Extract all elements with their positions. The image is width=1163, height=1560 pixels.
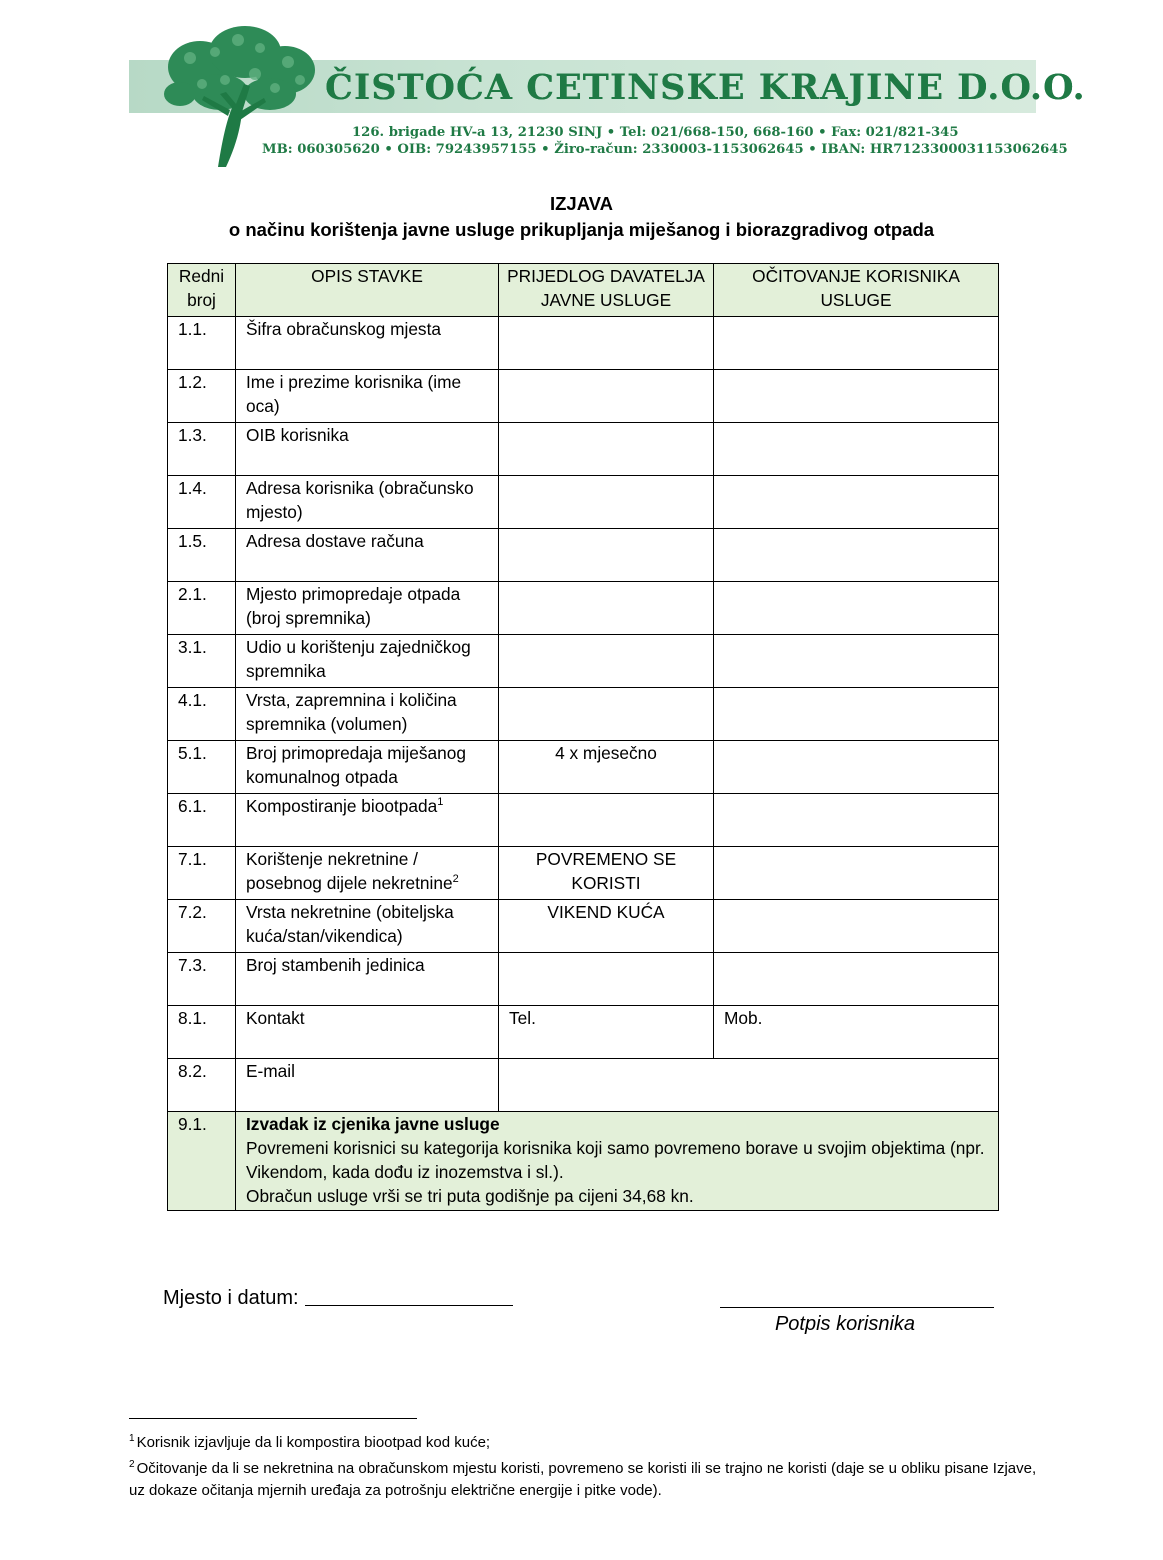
row-proposal[interactable] <box>499 794 714 847</box>
company-address: 126. brigade HV-a 13, 21230 SINJ • Tel: 021/668-150, 668-160 • Fax: 021/821-345 <box>352 125 959 140</box>
contact-phone-field[interactable]: Tel. <box>499 1006 714 1059</box>
header-proposal: PRIJEDLOG DAVATELJA JAVNE USLUGE <box>499 264 714 317</box>
footnote-divider <box>129 1418 417 1419</box>
price-extract-cell <box>236 1112 999 1211</box>
row-num: 1.2. <box>168 370 236 423</box>
statement-table <box>167 263 999 1211</box>
row-response[interactable] <box>714 847 999 900</box>
row-desc-text: Kompostiranje biootpada <box>246 796 438 816</box>
table-header-row <box>168 264 999 317</box>
row-proposal[interactable] <box>499 688 714 741</box>
row-response[interactable] <box>714 529 999 582</box>
table-row <box>168 900 999 953</box>
row-num: 1.1. <box>168 317 236 370</box>
row-desc: Šifra obračunskog mjesta <box>236 317 499 370</box>
row-num: 8.1. <box>168 1006 236 1059</box>
table-row <box>168 423 999 476</box>
row-num: 6.1. <box>168 794 236 847</box>
row-response[interactable] <box>714 317 999 370</box>
row-desc: E-mail <box>236 1059 499 1112</box>
row-response[interactable] <box>714 635 999 688</box>
footnote-ref[interactable]: 2 <box>452 873 459 885</box>
row-desc: Vrsta nekretnine (obiteljska kuća/stan/vikendica) <box>236 900 499 953</box>
table-row <box>168 847 999 900</box>
row-num: 7.1. <box>168 847 236 900</box>
row-proposal[interactable] <box>499 476 714 529</box>
row-num: 9.1. <box>168 1112 236 1211</box>
table-row <box>168 794 999 847</box>
row-desc: Mjesto primopredaje otpada (broj spremnika) <box>236 582 499 635</box>
row-num: 1.5. <box>168 529 236 582</box>
table-row <box>168 953 999 1006</box>
row-num: 3.1. <box>168 635 236 688</box>
document-title: IZJAVA <box>549 193 614 214</box>
row-num: 5.1. <box>168 741 236 794</box>
row-num: 1.3. <box>168 423 236 476</box>
row-num: 1.4. <box>168 476 236 529</box>
row-desc: Udio u korištenju zajedničkog spremnika <box>236 635 499 688</box>
price-extract-row <box>168 1112 999 1211</box>
table-row <box>168 476 999 529</box>
row-proposal[interactable] <box>499 370 714 423</box>
row-response[interactable] <box>714 582 999 635</box>
header-response: OČITOVANJE KORISNIKA USLUGE <box>714 264 999 317</box>
place-date-label: Mjesto i datum: <box>163 1287 299 1309</box>
row-response[interactable] <box>714 900 999 953</box>
row-num: 7.3. <box>168 953 236 1006</box>
table-row <box>168 1006 999 1059</box>
row-desc: Kontakt <box>236 1006 499 1059</box>
footnote-ref[interactable]: 1 <box>437 796 444 808</box>
table-row <box>168 582 999 635</box>
row-num: 8.2. <box>168 1059 236 1112</box>
row-response[interactable] <box>714 688 999 741</box>
table-row <box>168 317 999 370</box>
footnote <box>129 1432 1039 1454</box>
row-num: 2.1. <box>168 582 236 635</box>
table-row <box>168 688 999 741</box>
price-extract-heading: Izvadak iz cjenika javne usluge <box>246 1114 500 1134</box>
table-row <box>168 1059 999 1112</box>
company-name: ČISTOĆA CETINSKE KRAJINE D.O.O. <box>325 67 1086 108</box>
header-num: Redni broj <box>168 264 236 317</box>
row-proposal[interactable] <box>499 635 714 688</box>
footnote <box>129 1458 1039 1502</box>
email-field[interactable] <box>499 1059 999 1112</box>
footnote-text: Očitovanje da li se nekretnina na obračunskom mjestu koristi, povremeno se koristi ili se trajno ne koristi (daje se u obliku pisane Izjave, uz dokaze očitanja mjernih uređaja za potrošnju električne energije i pitke vode). <box>129 1460 1037 1499</box>
row-desc-text: Korištenje nekretnine / posebnog dijele nekretnine <box>246 849 453 893</box>
row-desc: Adresa korisnika (obračunsko mjesto) <box>236 476 499 529</box>
row-desc: Broj primopredaja miješanog komunalnog otpada <box>236 741 499 794</box>
row-response[interactable] <box>714 476 999 529</box>
row-desc: Adresa dostave računa <box>236 529 499 582</box>
table-row <box>168 635 999 688</box>
row-response[interactable] <box>714 794 999 847</box>
letterhead <box>0 0 1163 175</box>
row-response[interactable] <box>714 370 999 423</box>
row-desc: Vrsta, zapremnina i količina spremnika (volumen) <box>236 688 499 741</box>
row-desc: Ime i prezime korisnika (ime oca) <box>236 370 499 423</box>
row-response[interactable] <box>714 741 999 794</box>
table-row <box>168 370 999 423</box>
row-desc <box>236 794 499 847</box>
table-row <box>168 741 999 794</box>
footnote-text: Korisnik izjavljuje da li kompostira biootpad kod kuće; <box>136 1434 491 1451</box>
row-response[interactable] <box>714 953 999 1006</box>
footnote-mark: 2 <box>129 1459 135 1470</box>
row-num: 7.2. <box>168 900 236 953</box>
signature-line[interactable] <box>720 1307 994 1308</box>
row-num: 4.1. <box>168 688 236 741</box>
row-response[interactable] <box>714 423 999 476</box>
row-desc: OIB korisnika <box>236 423 499 476</box>
price-extract-price: Obračun usluge vrši se tri puta godišnje pa cijeni 34,68 kn. <box>246 1186 694 1206</box>
row-proposal[interactable]: POVREMENO SE KORISTI <box>499 847 714 900</box>
row-proposal[interactable]: VIKEND KUĆA <box>499 900 714 953</box>
row-proposal[interactable] <box>499 529 714 582</box>
row-proposal[interactable] <box>499 953 714 1006</box>
price-extract-text: Povremeni korisnici su kategorija korisnika koji samo povremeno borave u svojim objektima (npr. Vikendom, kada dođu iz inozemstva i sl.). <box>246 1138 985 1182</box>
row-proposal[interactable] <box>499 423 714 476</box>
row-proposal[interactable] <box>499 582 714 635</box>
place-date <box>163 1285 513 1311</box>
row-desc <box>236 847 499 900</box>
row-proposal[interactable] <box>499 317 714 370</box>
header-desc: OPIS STAVKE <box>236 264 499 317</box>
footnote-mark: 1 <box>129 1433 135 1444</box>
company-ids: MB: 060305620 • OIB: 79243957155 • Žiro-račun: 2330003-1153062645 • IBAN: HR7123300031153062645 <box>262 142 1068 157</box>
contact-mobile-field[interactable]: Mob. <box>714 1006 999 1059</box>
document-subtitle: o načinu korištenja javne usluge prikupljanja miješanog i biorazgradivog otpada <box>228 219 935 240</box>
table-row <box>168 529 999 582</box>
place-date-field[interactable] <box>305 1285 513 1306</box>
signature-label: Potpis korisnika <box>774 1313 916 1335</box>
row-desc: Broj stambenih jedinica <box>236 953 499 1006</box>
row-proposal[interactable]: 4 x mjesečno <box>499 741 714 794</box>
